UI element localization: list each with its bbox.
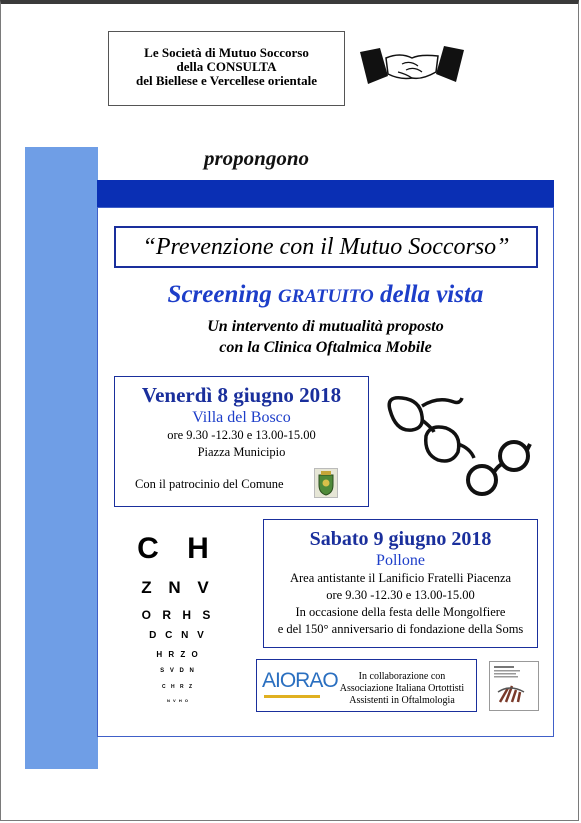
collaboration-line-2: Associazione Italiana Ortottisti [339, 683, 465, 694]
event-2-area: Area antistante il Lanificio Fratelli Piacenza [289, 571, 512, 585]
event-1-date: Venerdì 8 giugno 2018 [141, 383, 342, 407]
collaboration-line-1: In collaborazione con [358, 671, 446, 682]
title-box: “Prevenzione con il Mutuo Soccorso” [114, 226, 538, 268]
subtitle-line-1: Un intervento di mutualità proposto [207, 318, 444, 335]
soms-logo-icon [489, 661, 539, 711]
header-box [108, 31, 345, 106]
glasses-icon [382, 388, 532, 498]
screening-word: Screening [167, 281, 272, 308]
eye-chart-row-4: D C N V [149, 630, 207, 641]
event-2-hours: ore 9.30 -12.30 e 13.00-15.00 [326, 588, 475, 602]
event-2-occasion: In occasione della festa delle Mongolfiere [295, 605, 506, 619]
event-2-anniversary: e del 150° anniversario di fondazione della Soms [277, 622, 524, 636]
event-2-date: Sabato 9 giugno 2018 [309, 528, 492, 550]
collaboration-box [256, 659, 477, 712]
aiorao-logo: AIORAO [262, 669, 338, 692]
eye-chart-row-3: O R H S [141, 608, 215, 622]
event-1-location: Piazza Municipio [197, 445, 286, 459]
vista-word: della vista [379, 281, 484, 308]
subtitle-line-2: con la Clinica Oftalmica Mobile [219, 339, 432, 356]
handshake-icon [358, 44, 466, 90]
header-line-1: Le Società di Mutuo Soccorso [144, 45, 309, 60]
event-1-box [114, 376, 369, 507]
aiorao-logo-underline [264, 695, 320, 698]
subtitle [97, 316, 554, 358]
eye-chart [118, 532, 238, 712]
soms-emblem-icon [490, 662, 538, 710]
header-line-3: del Biellese e Vercellese orientale [136, 73, 317, 88]
top-bar [97, 180, 554, 207]
collaboration-line-3: Assistenti in Oftalmologia [349, 695, 455, 706]
eye-chart-row-6: S V D N [160, 668, 196, 674]
eye-chart-row-5: H R Z O [156, 650, 200, 659]
side-band [25, 147, 98, 769]
propongono-text: propongono [204, 146, 310, 170]
eye-chart-row-1: C H [137, 532, 219, 565]
gratuito-word: GRATUITO [277, 286, 374, 307]
event-2-place: Pollone [376, 552, 425, 569]
municipal-crest-icon [314, 468, 338, 498]
eye-chart-row-8: N V H O [167, 698, 189, 703]
event-1-place: Villa del Bosco [192, 409, 291, 426]
screening-heading [97, 281, 554, 309]
header-line-2: della CONSULTA [176, 59, 277, 74]
event-2-box [263, 519, 538, 648]
event-1-hours: ore 9.30 -12.30 e 13.00-15.00 [167, 428, 316, 442]
collaboration-text [332, 671, 472, 707]
eye-chart-row-2: Z N V [141, 578, 215, 597]
event-1-patronage: Con il patrocinio del Comune [135, 477, 284, 491]
eye-chart-row-7: C H R Z [161, 684, 195, 690]
